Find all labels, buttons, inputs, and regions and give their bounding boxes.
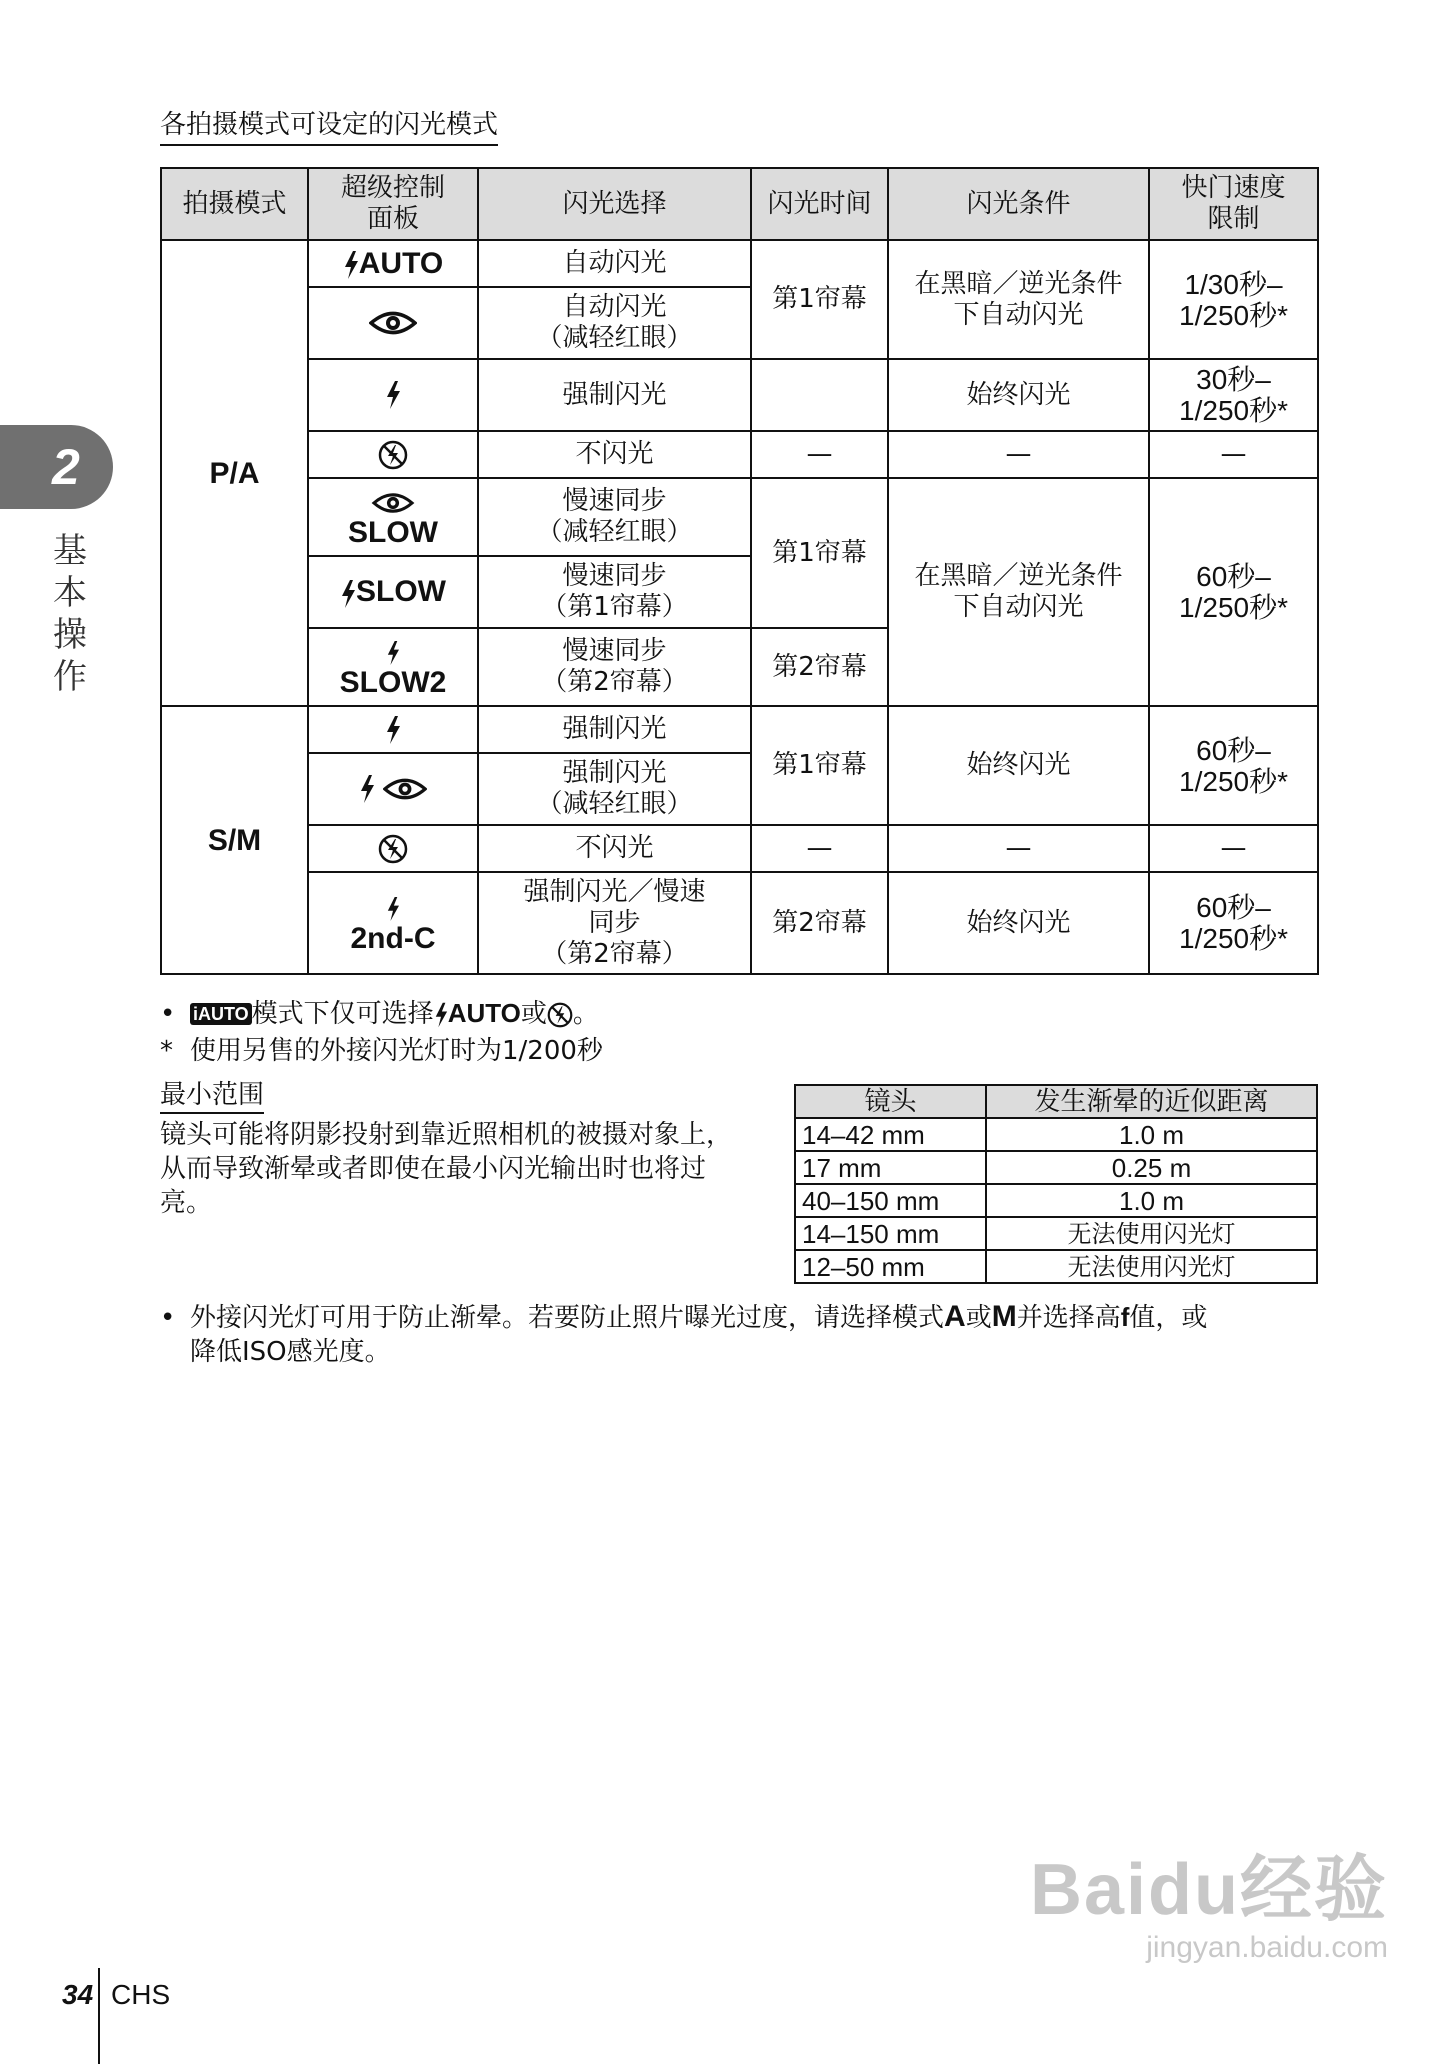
iauto-badge: iAUTO (190, 1003, 252, 1025)
panel-2nd-c: 2nd-C (308, 872, 478, 974)
table-row: 40–150 mm 1.0 m (795, 1184, 1317, 1217)
cond-slow: 在黑暗／逆光条件 下自动闪光 (888, 478, 1149, 706)
limit-fill: 30秒– 1/250秒* (1149, 359, 1318, 431)
timing-slow-first: 第1帘幕 (751, 478, 888, 628)
limit-slow: 60秒– 1/250秒* (1149, 478, 1318, 706)
select-fill: 强制闪光 (478, 706, 751, 753)
red-eye-icon (369, 308, 417, 338)
timing-second-curtain: 第2帘幕 (751, 628, 888, 706)
table-row (161, 478, 1318, 556)
select-slow-redeye: 慢速同步 （减轻红眼） (478, 478, 751, 556)
table-header-row (161, 168, 1318, 240)
table-row (161, 240, 1318, 287)
cond-off: — (888, 825, 1149, 872)
limit-auto: 1/30秒– 1/250秒* (1149, 240, 1318, 359)
select-slow-second: 慢速同步 （第2帘幕） (478, 628, 751, 706)
section-title: 各拍摄模式可设定的闪光模式 (160, 108, 498, 146)
limit-off: — (1149, 431, 1318, 478)
cond-always: 始终闪光 (888, 872, 1149, 974)
cond-always: 始终闪光 (888, 706, 1149, 825)
flash-icon (386, 641, 400, 665)
panel-flash-auto: AUTO (308, 240, 478, 287)
flash-icon (359, 775, 375, 803)
timing-first-curtain: 第1帘幕 (751, 706, 888, 825)
select-auto-redeye: 自动闪光 （减轻红眼） (478, 287, 751, 359)
table-row (161, 359, 1318, 431)
select-off: 不闪光 (478, 825, 751, 872)
page-divider (98, 1968, 100, 2064)
note-external-flash-vignetting: • 外接闪光灯可用于防止渐晕。若要防止照片曝光过度，请选择模式A或M并选择高f值，或 降低ISO感光度。 (160, 1300, 1208, 1367)
select-auto: 自动闪光 (478, 240, 751, 287)
header-timing: 闪光时间 (751, 168, 888, 240)
timing-fill (751, 359, 888, 431)
limit-off: — (1149, 825, 1318, 872)
page-language: CHS (111, 1979, 171, 2010)
header-mode: 拍摄模式 (161, 168, 308, 240)
cond-off: — (888, 431, 1149, 478)
flash-icon (343, 251, 359, 279)
mode-pa: P/A (161, 240, 308, 706)
panel-off (308, 825, 478, 872)
timing-off: — (751, 825, 888, 872)
flash-off-icon (378, 440, 408, 470)
panel-redeye (308, 287, 478, 359)
page-number: 34 (62, 1979, 94, 2010)
red-eye-icon (383, 775, 427, 803)
panel-slow2: SLOW2 (308, 628, 478, 706)
select-slow-first: 慢速同步 （第1帘幕） (478, 556, 751, 628)
lens-vignetting-table (794, 1084, 1318, 1284)
mode-sm: S/M (161, 706, 308, 974)
min-range-title: 最小范围 (160, 1078, 264, 1114)
watermark-logo: Baidu经验 (1030, 1850, 1389, 1930)
table-row (161, 431, 1318, 478)
flash-icon (385, 381, 401, 409)
table-row (161, 825, 1318, 872)
select-off: 不闪光 (478, 431, 751, 478)
flash-icon (385, 716, 401, 744)
panel-redeye-slow: SLOW (308, 478, 478, 556)
red-eye-icon (371, 490, 415, 516)
header-limit: 快门速度 限制 (1149, 168, 1318, 240)
flash-off-icon (378, 834, 408, 864)
cond-auto: 在黑暗／逆光条件 下自动闪光 (888, 240, 1149, 359)
header-lens: 镜头 (795, 1085, 986, 1118)
chapter-label: 基本操作 (53, 531, 87, 697)
panel-fill (308, 706, 478, 753)
flash-icon (434, 1002, 448, 1028)
panel-off (308, 431, 478, 478)
flash-mode-table (160, 167, 1319, 975)
panel-slow: SLOW (308, 556, 478, 628)
select-fill-slow: 强制闪光／慢速 同步 （第2帘幕） (478, 872, 751, 974)
panel-fill-redeye (308, 753, 478, 825)
table-row (161, 706, 1318, 753)
watermark-url: jingyan.baidu.com (1146, 1931, 1389, 1964)
flash-icon (386, 897, 400, 921)
flash-off-icon (547, 1002, 573, 1028)
table-row (161, 872, 1318, 974)
header-panel: 超级控制 面板 (308, 168, 478, 240)
table-row: 14–42 mm 1.0 m (795, 1118, 1317, 1151)
table-row: 14–150 mm 无法使用闪光灯 (795, 1217, 1317, 1250)
header-distance: 发生渐晕的近似距离 (986, 1085, 1317, 1118)
limit-2nd-c: 60秒– 1/250秒* (1149, 872, 1318, 974)
header-select: 闪光选择 (478, 168, 751, 240)
panel-fill (308, 359, 478, 431)
select-fill-redeye: 强制闪光 （减轻红眼） (478, 753, 751, 825)
timing-off: — (751, 431, 888, 478)
min-range-text: 镜头可能将阴影投射到靠近照相机的被摄对象上，从而导致渐晕或者即使在最小闪光输出时也将过亮。 (160, 1120, 733, 1218)
table-header-row (795, 1085, 1317, 1118)
note-iauto: • iAUTO 模式下仅可选择 AUTO或 。 (160, 998, 599, 1029)
limit-fill: 60秒– 1/250秒* (1149, 706, 1318, 825)
cond-fill: 始终闪光 (888, 359, 1149, 431)
chapter-number: 2 (52, 439, 80, 495)
select-fill: 强制闪光 (478, 359, 751, 431)
timing-first-curtain: 第1帘幕 (751, 240, 888, 359)
table-row: 12–50 mm 无法使用闪光灯 (795, 1250, 1317, 1283)
note-external-flash: * 使用另售的外接闪光灯时为1/200秒 (160, 1036, 603, 1066)
flash-icon (340, 580, 356, 608)
header-cond: 闪光条件 (888, 168, 1149, 240)
timing-second-curtain: 第2帘幕 (751, 872, 888, 974)
table-row: 17 mm 0.25 m (795, 1151, 1317, 1184)
watermark (1030, 1850, 1388, 1966)
